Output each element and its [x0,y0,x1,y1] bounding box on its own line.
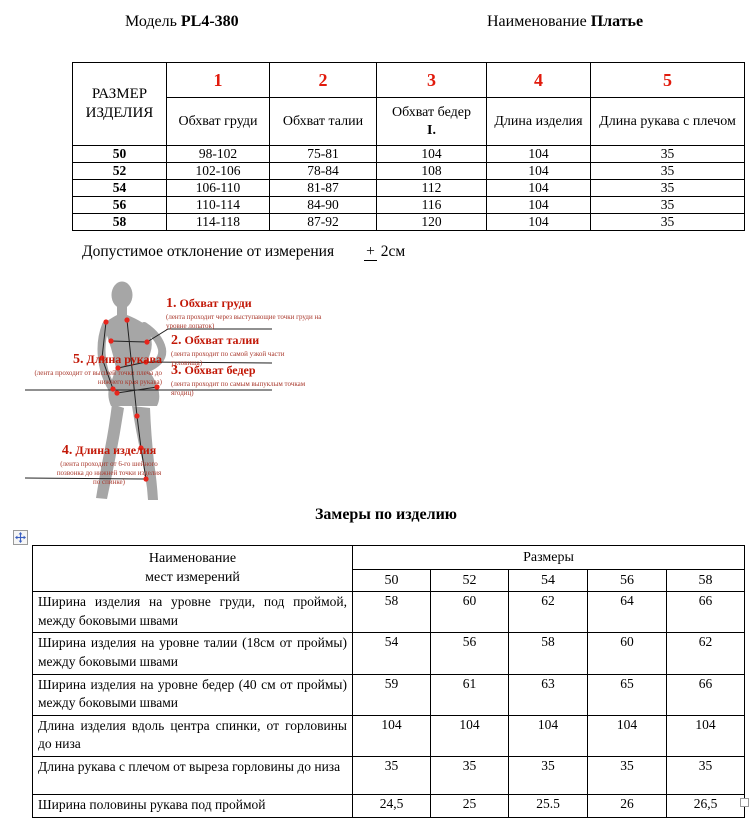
cell: 104 [487,197,591,214]
tolerance-note [82,243,405,261]
cell: 35 [353,757,431,795]
cell: 35 [591,146,745,163]
size-table-label-row [73,98,745,146]
measurement-label: Длина изделия вдоль центра спинки, от горловины до низа [33,715,353,756]
cell: 60 [431,592,509,633]
annotation-desc: (лента проходит через выступающие точки груди на уровне лопаток) [166,313,322,330]
table-row [73,197,745,214]
size-table-corner-header: РАЗМЕР ИЗДЕЛИЯ [73,63,167,146]
name-value: Платье [590,13,644,30]
table-row [73,146,745,163]
cell: 104 [509,715,588,756]
cell: 110-114 [167,197,270,214]
measurements-section-title: Замеры по изделию [314,506,458,523]
size-table [72,62,745,231]
table-row [33,592,745,633]
cell: 24,5 [353,795,431,818]
table-row [73,163,745,180]
annotation-title: Обхват груди [179,296,252,310]
table-row [33,757,745,795]
cell: 26,5 [667,795,745,818]
cell: 104 [377,146,487,163]
size-header-cell: 50 [353,570,431,592]
cell: 104 [487,180,591,197]
col-label-suffix: I. [427,122,436,138]
cell: 66 [667,674,745,715]
cell: 98-102 [167,146,270,163]
measurement-label: Ширина изделия на уровне бедер (40 см от проймы) между боковыми швами [33,674,353,715]
model-label: Модель [125,13,177,30]
col-label: Обхват талии [270,98,377,146]
annotation-title: Длина изделия [75,443,157,457]
table-row [33,674,745,715]
cell: 66 [667,592,745,633]
col-number: 1 [167,63,270,98]
name-header-line1: Наименование [148,551,237,567]
col-label: Длина рукава с плечом [591,98,745,146]
col-label-text: Обхват бедер [392,105,471,120]
measurement-label: Ширина изделия на уровне груди, под проймой, между боковыми швами [33,592,353,633]
annotation-chest [166,296,336,331]
move-arrows-icon [15,532,26,543]
annotation-title: Длина рукава [86,352,162,366]
tolerance-text: Допустимое отклонение от измерения [82,243,335,260]
size-header-cell: 52 [431,570,509,592]
size-header-cell: 56 [588,570,667,592]
cell: 104 [667,715,745,756]
cell: 35 [431,757,509,795]
size-cell: 56 [73,197,167,214]
cell: 104 [431,715,509,756]
cell: 81-87 [270,180,377,197]
annotation-title: Обхват бедер [184,363,256,377]
annotation-desc: (лента проходит по самой узкой части туловища) [171,350,285,367]
annotation-number: 1. [166,296,177,311]
cell: 112 [377,180,487,197]
annotation-number: 2. [171,333,182,348]
col-number: 5 [591,63,745,98]
cell: 104 [353,715,431,756]
annotation-number: 5. [72,352,84,367]
annotation-title: Обхват талии [184,333,260,347]
annotation-hips [171,363,331,398]
cell: 63 [509,674,588,715]
tolerance-value: 2см [380,243,406,260]
cell: 65 [588,674,667,715]
size-header-cell: 58 [667,570,745,592]
measurements-table [32,545,745,818]
cell: 64 [588,592,667,633]
cell: 61 [431,674,509,715]
cell: 35 [591,180,745,197]
annotation-number: 3. [171,363,182,378]
size-cell: 50 [73,146,167,163]
table-row [73,180,745,197]
measurements-header-row [33,546,745,570]
annotation-desc: (лента проходит от высшей точки плеча до нижнего края рукава) [34,369,162,386]
cell: 62 [509,592,588,633]
model-header [125,13,239,31]
cell: 75-81 [270,146,377,163]
cell: 35 [591,214,745,231]
cell: 116 [377,197,487,214]
cell: 35 [591,197,745,214]
table-row [33,633,745,674]
col-label: Обхват груди [167,98,270,146]
cell: 59 [353,674,431,715]
cell: 26 [588,795,667,818]
cell: 104 [487,146,591,163]
annotation-item-length [53,443,165,486]
measurement-figure [20,276,410,512]
col-number: 2 [270,63,377,98]
cell: 58 [353,592,431,633]
cell: 25.5 [509,795,588,818]
measurement-label: Ширина изделия на уровне талии (18см от проймы) между боковыми швами [33,633,353,674]
cell: 35 [667,757,745,795]
cell: 54 [353,633,431,674]
cell: 104 [588,715,667,756]
cell: 104 [487,163,591,180]
plus-minus-sign: + [366,243,375,260]
cell: 25 [431,795,509,818]
annotation-number: 4. [61,443,73,458]
table-row [33,715,745,756]
cell: 35 [509,757,588,795]
cell: 108 [377,163,487,180]
col-label [377,98,487,146]
cell: 120 [377,214,487,231]
name-header [487,13,643,31]
cell: 35 [591,163,745,180]
cell: 102-106 [167,163,270,180]
annotation-desc: (лента проходит от 6-го шейного позвонка до нижней точки изделия по спинке) [56,460,162,486]
cell: 84-90 [270,197,377,214]
annotation-sleeve-length [22,352,162,387]
cell: 60 [588,633,667,674]
cell: 35 [588,757,667,795]
cell: 78-84 [270,163,377,180]
cell: 114-118 [167,214,270,231]
cell: 56 [431,633,509,674]
annotation-desc: (лента проходит по самым выпуклым точкам ягодиц) [171,380,306,397]
cell: 62 [667,633,745,674]
size-header-cell: 54 [509,570,588,592]
size-cell: 52 [73,163,167,180]
size-cell: 54 [73,180,167,197]
cell: 106-110 [167,180,270,197]
table-resize-handle[interactable] [740,798,749,807]
table-move-handle[interactable] [13,530,28,545]
cell: 58 [509,633,588,674]
col-label: Длина изделия [487,98,591,146]
col-number: 3 [377,63,487,98]
measurement-label: Длина рукава с плечом от выреза горловины до низа [33,757,353,795]
model-value: PL4-380 [180,13,239,30]
name-label: Наименование [487,13,587,30]
cell: 87-92 [270,214,377,231]
sizes-header: Размеры [353,546,745,570]
name-column-header [33,546,353,592]
size-cell: 58 [73,214,167,231]
name-header-line2: мест измерений [145,569,240,585]
size-table-number-row [73,63,745,98]
cell: 104 [487,214,591,231]
table-row [73,214,745,231]
measurement-label: Ширина половины рукава под проймой [33,795,353,818]
col-number: 4 [487,63,591,98]
